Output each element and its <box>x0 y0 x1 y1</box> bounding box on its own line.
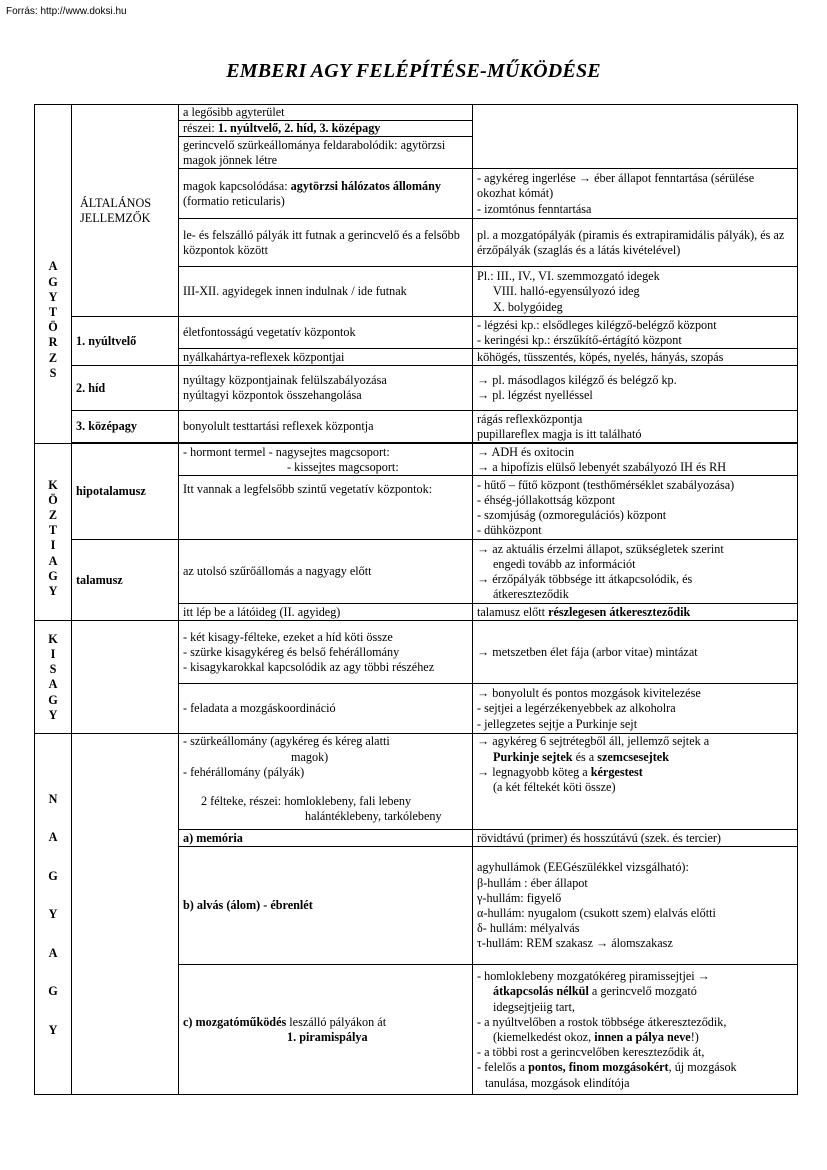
cell: nyúltagy központjainak felülszabályozása nyúltagyi központok összehangolása <box>179 366 473 411</box>
table-row <box>35 366 798 411</box>
cell: köhögés, tüsszentés, köpés, nyelés, hányás, szopás <box>473 349 798 366</box>
cell: - szürkeállomány (agykéreg és kéreg alatti magok) - fehérállomány (pályák) 2 félteke, részei: homloklebeny, fali lebeny halántéklebeny, tarkólebeny <box>179 734 473 830</box>
cell: rágás reflexközpontja pupillareflex magja is itt található <box>473 411 798 443</box>
cell <box>72 734 179 1095</box>
cell: c) mozgatóműködés leszálló pályákon át 1. piramispálya <box>179 965 473 1095</box>
cell: magok kapcsolódása: agytörzsi hálózatos állomány (formatio reticularis) <box>179 169 473 219</box>
cell: gerincvelő szürkeállománya feldarabolódik: agytörzsi magok jönnek létre <box>179 137 473 169</box>
table-row <box>35 105 798 121</box>
kozepagy-label: 3. középagy <box>72 411 179 443</box>
table-row <box>35 317 798 349</box>
cell: nyálkahártya-reflexek központjai <box>179 349 473 366</box>
page-title: EMBERI AGY FELÉPÍTÉSE-MŰKÖDÉSE <box>226 60 601 82</box>
cell: - feladata a mozgáskoordináció <box>179 684 473 734</box>
hipotalamusz-label: hipotalamusz <box>72 444 179 540</box>
cell: - két kisagy-félteke, ezeket a híd köti össze - szürke kisagykéreg és belső fehérállomány - kisagykarokkal kapcsolódik az agy többi részéhez <box>179 621 473 684</box>
cell: bonyolult testtartási reflexek központja <box>179 411 473 443</box>
cell: → metszetben élet fája (arbor vitae) mintázat <box>473 621 798 684</box>
cell: III-XII. agyidegek innen indulnak / ide futnak <box>179 267 473 317</box>
table-row <box>35 411 798 443</box>
table-row <box>35 444 798 476</box>
cell: - hűtő – fűtő központ (testhőmérséklet szabályozása) - éhség-jóllakottság központ - szomjúság (ozmoregulációs) központ - dühközpont <box>473 476 798 540</box>
table-row <box>35 621 798 684</box>
table-row <box>35 540 798 604</box>
brain-structure-table <box>34 104 798 1095</box>
nyultvelo-label: 1. nyúltvelő <box>72 317 179 366</box>
cell: pl. a mozgatópályák (piramis és extrapiramidális pályák), és az érzőpályák (szaglás és a látás kivételével) <box>473 219 798 267</box>
cell: - légzési kp.: elsődleges kilégző-belégző központ - keringési kp.: érszűkítő-értágító központ <box>473 317 798 349</box>
section-label-nagyagy: N A G Y A G Y <box>35 734 72 1095</box>
memoria-label: a) memória <box>179 830 473 847</box>
cell: életfontosságú vegetatív központok <box>179 317 473 349</box>
cell: → bonyolult és pontos mozgások kivitelezése - sejtjei a legérzékenyebbek az alkoholra - jellegzetes sejtje a Purkinje sejt <box>473 684 798 734</box>
cell: részei: 1. nyúltvelő, 2. híd, 3. középagy <box>179 121 473 137</box>
section-label-kisagy: K I S A G Y <box>35 621 72 734</box>
cell: az utolsó szűrőállomás a nagyagy előtt <box>179 540 473 604</box>
talamusz-label: talamusz <box>72 540 179 621</box>
table-row <box>35 734 798 830</box>
section-label-koztiagy: K Ö Z T I A G Y <box>35 444 72 621</box>
cell: - agykéreg ingerlése → éber állapot fenntartása (sérülése okozhat kómát) - izomtónus fenntartása <box>473 169 798 219</box>
cell: rövidtávú (primer) és hosszútávú (szek. és tercier) <box>473 830 798 847</box>
hid-label: 2. híd <box>72 366 179 411</box>
cell <box>72 621 179 734</box>
cell: le- és felszálló pályák itt futnak a gerincvelő és a felsőbb központok között <box>179 219 473 267</box>
cell: Itt vannak a legfelsőbb szintű vegetatív központok: <box>179 476 473 540</box>
alvas-label: b) alvás (álom) - ébrenlét <box>179 847 473 965</box>
cell: Pl.: III., IV., VI. szemmozgató idegek VIII. halló-egyensúlyozó ideg X. bolygóideg <box>473 267 798 317</box>
cell: talamusz előtt részlegesen átkereszteződik <box>473 604 798 621</box>
general-features-label: ÁLTALÁNOS JELLEMZŐK <box>72 105 179 317</box>
source-line: Forrás: http://www.doksi.hu <box>6 6 127 17</box>
cell: - hormont termel - nagysejtes magcsoport: - kissejtes magcsoport: <box>179 444 473 476</box>
section-label-agytorzs: A G Y T Ö R Z S <box>35 105 72 444</box>
cell <box>473 105 798 169</box>
cell: itt lép be a látóideg (II. agyideg) <box>179 604 473 621</box>
cell: → agykéreg 6 sejtrétegből áll, jellemző sejtek a Purkinje sejtek és a szemcsesejtek → legnagyobb köteg a kérgestest (a két féltekét köti össze) <box>473 734 798 830</box>
cell: - homloklebeny mozgatókéreg piramissejtjei → átkapcsolás nélkül a gerincvelő mozgató idegsejtjeiig tart, - a nyúltvelőben a rostok többsége átkereszteződik, (kiemelkedést okoz, innen a pálya neve!) - a többi rost a gerincvelőben kereszteződik át, - felelős a pontos, finom mozgásokért, új mozgások tanulása, mozgások elindítója <box>473 965 798 1095</box>
cell: agyhullámok (EEGészülékkel vizsgálható): β-hullám : éber állapot γ-hullám: figyelő α-hullám: nyugalom (csukott szem) elalvás előtti δ- hullám: mélyalvás τ-hullám: REM szakasz → álomszakasz <box>473 847 798 965</box>
cell: → ADH és oxitocin → a hipofízis elülső lebenyét szabályozó IH és RH <box>473 444 798 476</box>
cell: → az aktuális érzelmi állapot, szükségletek szerint engedi tovább az információt → érzőpályák többsége itt átkapcsolódik, és átkereszteződik <box>473 540 798 604</box>
cell: a legősibb agyterület <box>179 105 473 121</box>
cell: → pl. másodlagos kilégző és belégző kp. → pl. légzést nyelléssel <box>473 366 798 411</box>
